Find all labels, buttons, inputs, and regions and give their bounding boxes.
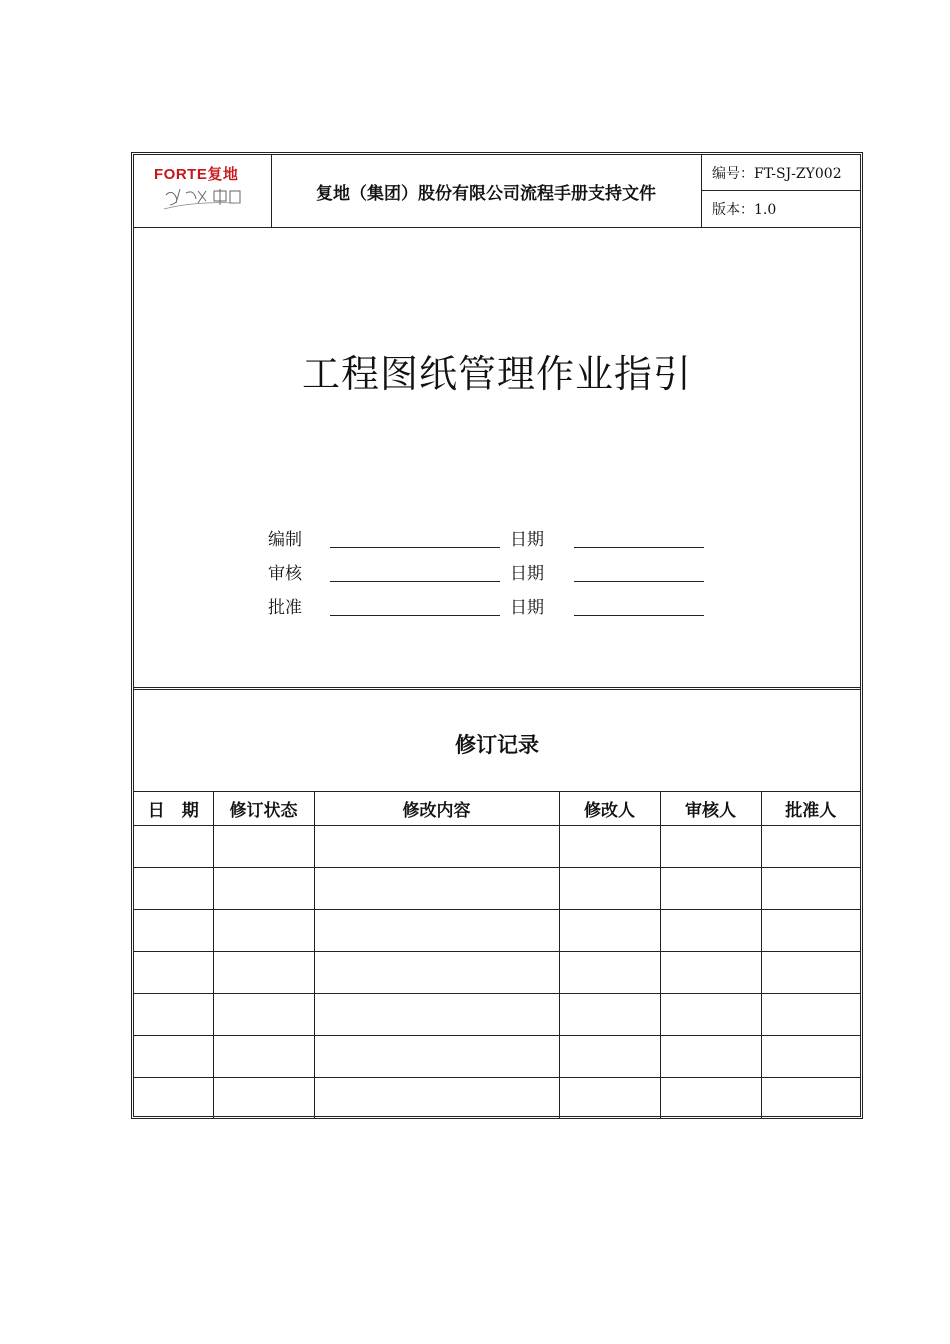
- main-title: 工程图纸管理作业指引: [301, 352, 692, 396]
- table-row: [134, 910, 860, 952]
- table-cell[interactable]: [314, 952, 559, 994]
- date-line[interactable]: [574, 615, 704, 616]
- table-cell[interactable]: [761, 994, 860, 1036]
- document-header: [134, 155, 860, 228]
- revision-table: [134, 791, 860, 1119]
- table-cell[interactable]: [213, 1036, 314, 1078]
- table-cell[interactable]: [660, 994, 761, 1036]
- sign-label: 编制: [268, 530, 302, 550]
- table-cell[interactable]: [559, 910, 660, 952]
- revision-title: 修订记录: [455, 733, 539, 757]
- table-cell[interactable]: [213, 994, 314, 1036]
- sign-line[interactable]: [330, 615, 500, 616]
- col-header-content: 修改内容: [314, 792, 559, 826]
- col-header-status: 修订状态: [213, 792, 314, 826]
- table-cell[interactable]: [314, 994, 559, 1036]
- table-cell[interactable]: [761, 1078, 860, 1120]
- date-line[interactable]: [574, 581, 704, 582]
- col-header-reviewer: 审核人: [660, 792, 761, 826]
- table-cell[interactable]: [761, 910, 860, 952]
- company-logo: [134, 155, 272, 227]
- table-row: [134, 1036, 860, 1078]
- col-header-editor: 修改人: [559, 792, 660, 826]
- col-header-date: 日 期: [134, 792, 213, 826]
- sign-row-approve: [268, 593, 708, 617]
- table-cell[interactable]: [134, 868, 213, 910]
- table-cell[interactable]: [213, 952, 314, 994]
- table-row: [134, 994, 860, 1036]
- table-header-row: [134, 792, 860, 826]
- table-cell[interactable]: [761, 952, 860, 994]
- table-cell[interactable]: [559, 1036, 660, 1078]
- sign-row-compile: [268, 525, 708, 549]
- table-cell[interactable]: [761, 868, 860, 910]
- sign-row-review: [268, 559, 708, 583]
- table-cell[interactable]: [559, 868, 660, 910]
- table-row: [134, 952, 860, 994]
- sign-line[interactable]: [330, 547, 500, 548]
- table-cell[interactable]: [761, 1036, 860, 1078]
- table-cell[interactable]: [314, 1036, 559, 1078]
- table-cell[interactable]: [213, 826, 314, 868]
- table-cell[interactable]: [213, 1078, 314, 1120]
- table-cell[interactable]: [314, 868, 559, 910]
- table-cell[interactable]: [213, 868, 314, 910]
- table-cell[interactable]: [134, 952, 213, 994]
- table-cell[interactable]: [761, 826, 860, 868]
- table-cell[interactable]: [134, 826, 213, 868]
- table-cell[interactable]: [660, 1078, 761, 1120]
- table-cell[interactable]: [660, 826, 761, 868]
- date-label: 日期: [510, 530, 544, 550]
- table-cell[interactable]: [559, 994, 660, 1036]
- table-cell[interactable]: [213, 910, 314, 952]
- logo-tagline-signature: [162, 185, 244, 213]
- table-cell[interactable]: [314, 1078, 559, 1120]
- table-cell[interactable]: [559, 1078, 660, 1120]
- table-cell[interactable]: [559, 826, 660, 868]
- company-title-cell: [271, 155, 702, 227]
- table-row: [134, 1078, 860, 1120]
- date-line[interactable]: [574, 547, 704, 548]
- revision-table-body: [134, 826, 860, 1120]
- document-meta: [702, 155, 860, 227]
- table-cell[interactable]: [660, 868, 761, 910]
- doc-version: 版本：1.0: [712, 202, 777, 218]
- table-cell[interactable]: [559, 952, 660, 994]
- table-cell[interactable]: [660, 910, 761, 952]
- table-cell[interactable]: [660, 1036, 761, 1078]
- col-header-approver: 批准人: [761, 792, 860, 826]
- document-frame: [131, 152, 863, 1119]
- date-label: 日期: [510, 598, 544, 618]
- doc-number: 编号：FT-SJ-ZY002: [702, 155, 860, 191]
- table-cell[interactable]: [134, 994, 213, 1036]
- table-cell[interactable]: [314, 910, 559, 952]
- sign-label: 审核: [268, 564, 302, 584]
- logo-wordmark: FORTE复地: [154, 166, 239, 183]
- table-row: [134, 868, 860, 910]
- table-cell[interactable]: [134, 910, 213, 952]
- table-row: [134, 826, 860, 868]
- sign-label: 批准: [268, 598, 302, 618]
- table-cell[interactable]: [134, 1078, 213, 1120]
- table-cell[interactable]: [314, 826, 559, 868]
- date-label: 日期: [510, 564, 544, 584]
- table-cell[interactable]: [660, 952, 761, 994]
- section-divider: [134, 687, 860, 693]
- table-cell[interactable]: [134, 1036, 213, 1078]
- sign-line[interactable]: [330, 581, 500, 582]
- company-title: 复地（集团）股份有限公司流程手册支持文件: [316, 183, 656, 204]
